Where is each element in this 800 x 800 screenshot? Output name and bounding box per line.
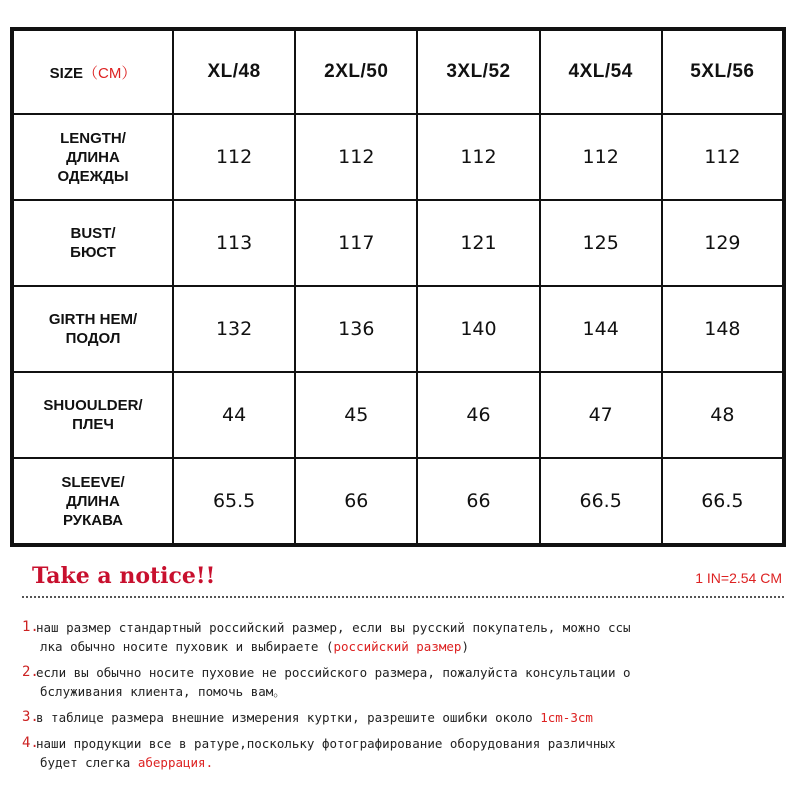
table-cell: 44 [173,372,295,458]
size-column-header: 2XL/50 [295,29,417,114]
size-chart-table [10,27,786,547]
note-item: 2. если вы обычно носите пуховие не российского размера, пожалуйста консультации о бслуживания клиента, помочь вам。 [22,664,631,699]
note-number: 2. [22,664,39,680]
table-cell: 112 [173,114,295,200]
table-cell: 66 [295,458,417,545]
notice-title: Take a notice!! [32,563,216,589]
row-label-shoulder: SHUOULDER/ ПЛЕЧ [12,372,173,458]
table-cell: 45 [295,372,417,458]
dotted-divider [22,596,784,598]
size-column-header: 5XL/56 [662,29,784,114]
table-cell: 140 [417,286,539,372]
table-cell: 65.5 [173,458,295,545]
table-cell: 129 [662,200,784,286]
size-header-row [12,29,784,114]
table-cell: 66.5 [662,458,784,545]
note-number: 3. [22,709,39,725]
table-cell: 46 [417,372,539,458]
size-label: SIZE [49,64,83,82]
table-cell: 66.5 [540,458,662,545]
table-row-shoulder [12,372,784,458]
table-cell: 148 [662,286,784,372]
table-cell: 144 [540,286,662,372]
table-cell: 121 [417,200,539,286]
note-item: 3. в таблице размера внешние измерения куртки, разрешите ошибки около 1cm-3cm [22,709,593,725]
notes-list [22,618,792,779]
table-row-sleeve [12,458,784,545]
table-row-length [12,114,784,200]
table-cell: 112 [540,114,662,200]
size-unit: （CM） [83,64,137,82]
highlight-text: российский размер [333,639,462,654]
row-label-sleeve: SLEEVE/ ДЛИНА РУКАВА [12,458,173,545]
table-cell: 112 [662,114,784,200]
size-column-header: 3XL/52 [417,29,539,114]
row-label-bust: BUST/ БЮСТ [12,200,173,286]
table-cell: 132 [173,286,295,372]
table-cell: 113 [173,200,295,286]
highlight-text: аберрация. [137,755,214,770]
table-row-girth-hem [12,286,784,372]
size-header-cell [12,29,173,114]
table-cell: 47 [540,372,662,458]
table-cell: 112 [295,114,417,200]
size-column-header: 4XL/54 [540,29,662,114]
table-cell: 125 [540,200,662,286]
row-label-girth-hem: GIRTH HEM/ ПОДОЛ [12,286,173,372]
inch-conversion-note: 1 IN=2.54 CM [695,570,782,586]
row-label-length: LENGTH/ ДЛИНА ОДЕЖДЫ [12,114,173,200]
note-item: 1. наш размер стандартный российский размер, если вы русский покупатель, можно ссы лка обычно носите пуховик и выбираете (российский размер) [22,619,631,654]
note-number: 1. [22,619,39,635]
note-number: 4. [22,735,39,751]
table-cell: 112 [417,114,539,200]
table-cell: 66 [417,458,539,545]
table-cell: 136 [295,286,417,372]
size-column-header: XL/48 [173,29,295,114]
table-cell: 48 [662,372,784,458]
note-item: 4. наши продукции все в ратуре,поскольку фотографирование оборудования различных будет слегка аберрация. [22,735,616,770]
highlight-text: 1cm-3cm [540,710,593,725]
table-cell: 117 [295,200,417,286]
table-row-bust [12,200,784,286]
